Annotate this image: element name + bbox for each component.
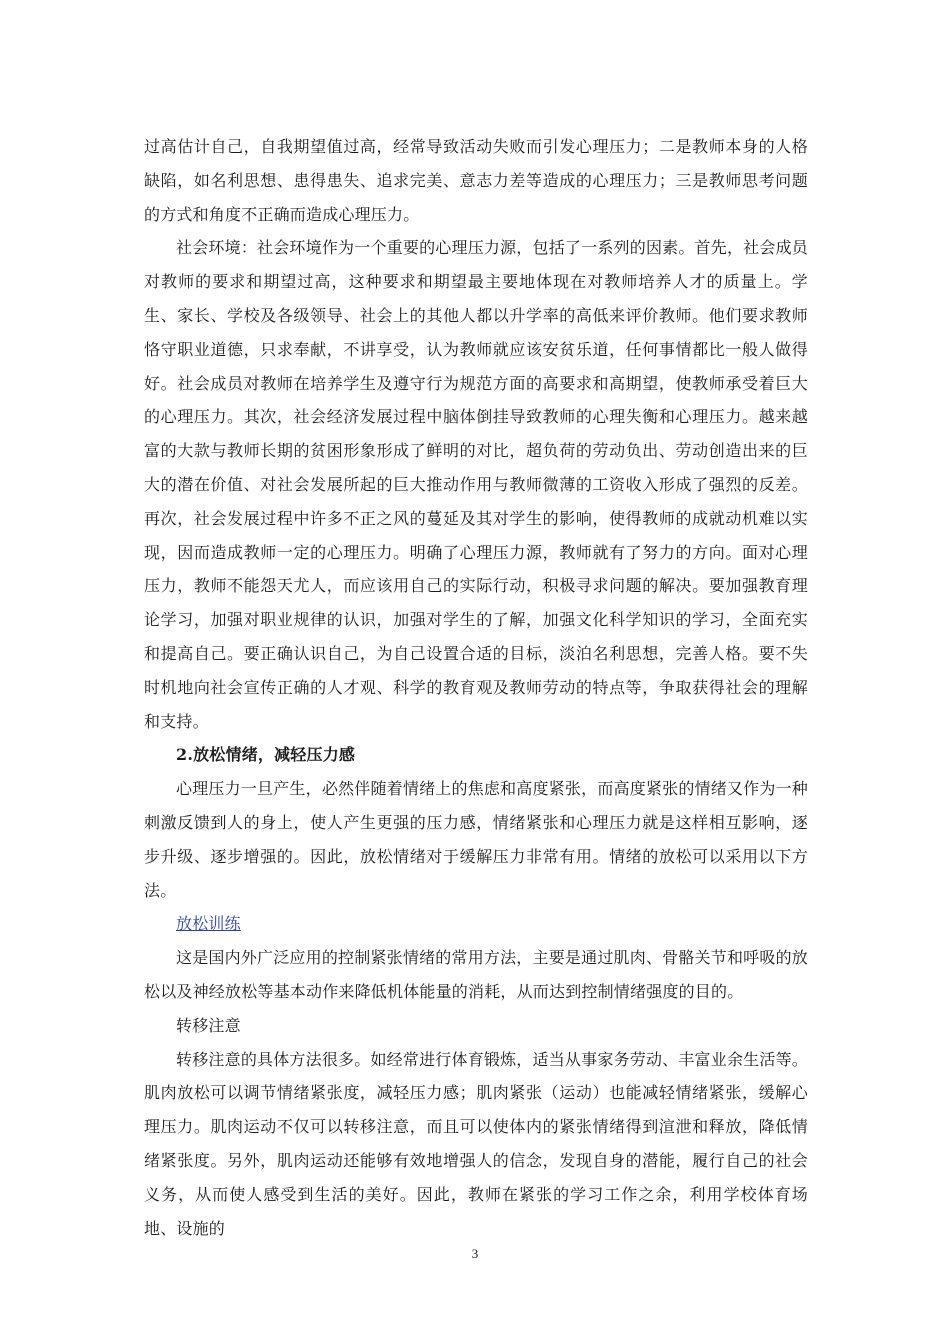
paragraph-relaxation-training: 这是国内外广泛应用的控制紧张情绪的常用方法，主要是通过肌肉、骨骼关节和呼吸的放松以及神经放松等基本动作来降低机体能量的消耗，从而达到控制情绪强度的目的。 (144, 948, 808, 1001)
paragraph-social-environment: 社会环境：社会环境作为一个重要的心理压力源，包括了一系列的因素。首先，社会成员对教师的要求和期望过高，这种要求和期望最主要地体现在对教师培养人才的质量上。学生、家长、学校及各级领导、社会上的其他人都以升学率的高低来评价教师。他们要求教师恪守职业道德，只求奉献，不讲享受，认为教师就应该安贫乐道，任何事情都比一般人做得好。社会成员对教师在培养学生及遵守行为规范方面的高要求和高期望，使教师承受着巨大的心理压力。其次，社会经济发展过程中脑体倒挂导致教师的心理失衡和心理压力。越来越富的大款与教师长期的贫困形象形成了鲜明的对比，超负荷的劳动负出、劳动创造出来的巨大的潜在价值、对社会发展所起的巨大推动作用与教师微薄的工资收入形成了强烈的反差。再次，社会发展过程中许多不正之风的蔓延及其对学生的影响，使得教师的成就动机难以实现，因而造成教师一定的心理压力。明确了心理压力源，教师就有了努力的方向。面对心理压力，教师不能怨天尤人，而应该用自己的实际行动，积极寻求问题的解决。要加强教育理论学习，加强对职业规律的认识，加强对学生的了解，加强文化科学知识的学习，全面充实和提高自己。要正确认识自己，为自己设置合适的目标，淡泊名利思想，完善人格。要不失时机地向社会宣传正确的人才观、科学的教育观及教师劳动的特点等，争取获得社会的理解和支持。 (144, 238, 808, 731)
relaxation-training-link[interactable]: 放松训练 (176, 914, 241, 934)
paragraph-relax-intro: 心理压力一旦产生，必然伴随着情绪上的焦虑和高度紧张，而高度紧张的情绪又作为一种刺激反馈到人的身上，使人产生更强的压力感，情绪紧张和心理压力就是这样相互影响，逐步升级、逐步增强的。因此，放松情绪对于缓解压力非常有用。情绪的放松可以采用以下方法。 (144, 779, 808, 900)
document-body (144, 130, 808, 1245)
paragraph-self-cause: 过高估计自己，自我期望值过高，经常导致活动失败而引发心理压力；二是教师本身的人格缺陷，如名利思想、患得患失、追求完美、意志力差等造成的心理压力；三是教师思考问题的方式和角度不正确而造成心理压力。 (144, 137, 808, 224)
page-number: 3 (471, 1246, 479, 1261)
link-row (144, 907, 808, 941)
section-heading-relax-emotion: 2.放松情绪，减轻压力感 (176, 745, 356, 765)
subheading-shift-attention: 转移注意 (176, 1015, 241, 1035)
paragraph-shift-attention: 转移注意的具体方法很多。如经常进行体育锻炼，适当从事家务劳动、丰富业余生活等。肌肉放松可以调节情绪紧张度，减轻压力感；肌肉紧张（运动）也能减轻情绪紧张，缓解心理压力。肌肉运动不仅可以转移注意，而且可以使体内的紧张情绪得到渲泄和释放，降低情绪紧张度。另外，肌肉运动还能够有效地增强人的信念，发现自身的潜能，履行自己的社会义务，从而使人感受到生活的美好。因此，教师在紧张的学习工作之余，利用学校体育场地、设施的 (144, 1049, 808, 1238)
